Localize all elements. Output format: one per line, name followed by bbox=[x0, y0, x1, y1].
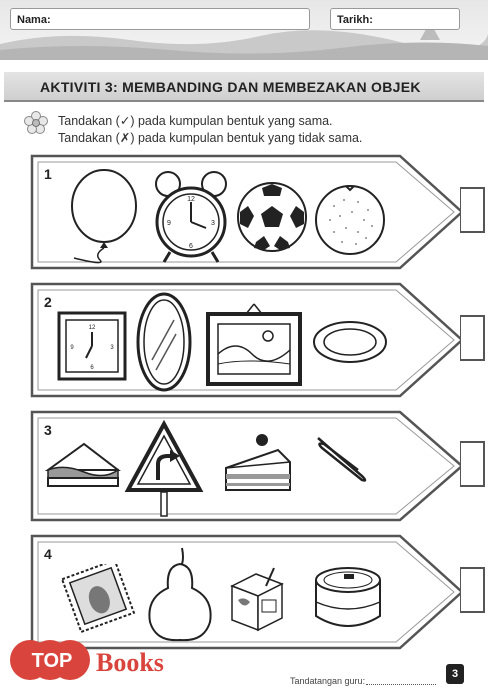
pear-icon bbox=[142, 544, 218, 644]
answer-box-4[interactable] bbox=[460, 568, 484, 612]
stamp-icon bbox=[52, 564, 136, 638]
flower-icon bbox=[24, 111, 48, 135]
question-number: 4 bbox=[44, 546, 52, 562]
teacher-signature-label: Tandatangan guru: bbox=[290, 676, 366, 686]
name-field[interactable] bbox=[10, 8, 310, 30]
soccer-ball-icon bbox=[234, 172, 310, 262]
svg-text:12: 12 bbox=[88, 325, 96, 331]
paper-clip-icon bbox=[312, 428, 372, 484]
oval-mirror-icon bbox=[134, 290, 194, 394]
answer-boxes bbox=[460, 156, 488, 656]
orange-icon bbox=[314, 176, 386, 260]
question-panel-3 bbox=[30, 410, 466, 522]
road-sign-icon bbox=[124, 420, 204, 518]
plate-icon bbox=[312, 318, 388, 366]
question-number: 1 bbox=[44, 166, 52, 182]
question-panel-2 bbox=[30, 282, 466, 398]
page-number: 3 bbox=[446, 664, 464, 684]
answer-box-3[interactable] bbox=[460, 442, 484, 486]
svg-text:9: 9 bbox=[70, 345, 74, 351]
svg-text:3: 3 bbox=[110, 345, 114, 351]
cake-slice-icon bbox=[222, 432, 294, 496]
alarm-clock-icon bbox=[152, 168, 230, 266]
signature-line[interactable] bbox=[366, 684, 436, 685]
tin-can-icon bbox=[310, 564, 386, 634]
logo-books-text: Books bbox=[96, 648, 164, 677]
sandwich-icon bbox=[44, 440, 122, 490]
question-panel-4 bbox=[30, 534, 466, 650]
worksheet-header bbox=[0, 0, 488, 60]
svg-text:6: 6 bbox=[189, 243, 193, 250]
date-field[interactable] bbox=[330, 8, 460, 30]
picture-frame-icon bbox=[206, 302, 302, 386]
question-panel-1 bbox=[30, 154, 466, 270]
question-number: 3 bbox=[44, 422, 52, 438]
instruction-same: Tandakan (✓) pada kumpulan bentuk yang sama. bbox=[58, 114, 333, 128]
svg-text:3: 3 bbox=[211, 220, 215, 227]
activity-title: AKTIVITI 3: MEMBANDING DAN MEMBEZAKAN OBJEK bbox=[40, 79, 421, 95]
answer-box-2[interactable] bbox=[460, 316, 484, 360]
logo-top-text: TOP bbox=[31, 650, 73, 672]
svg-text:6: 6 bbox=[90, 365, 94, 371]
name-label: Nama: bbox=[17, 14, 51, 26]
date-label: Tarikh: bbox=[337, 14, 373, 26]
balloon-icon bbox=[66, 168, 142, 264]
answer-box-1[interactable] bbox=[460, 188, 484, 232]
square-clock-icon bbox=[56, 310, 128, 382]
instruction-different: Tandakan (✗) pada kumpulan bentuk yang tidak sama. bbox=[58, 131, 363, 145]
question-number: 2 bbox=[44, 294, 52, 310]
svg-text:12: 12 bbox=[187, 196, 195, 203]
topbooks-logo bbox=[10, 636, 96, 682]
activity-title-bar bbox=[4, 72, 484, 102]
juice-box-icon bbox=[222, 564, 292, 634]
svg-text:9: 9 bbox=[167, 220, 171, 227]
